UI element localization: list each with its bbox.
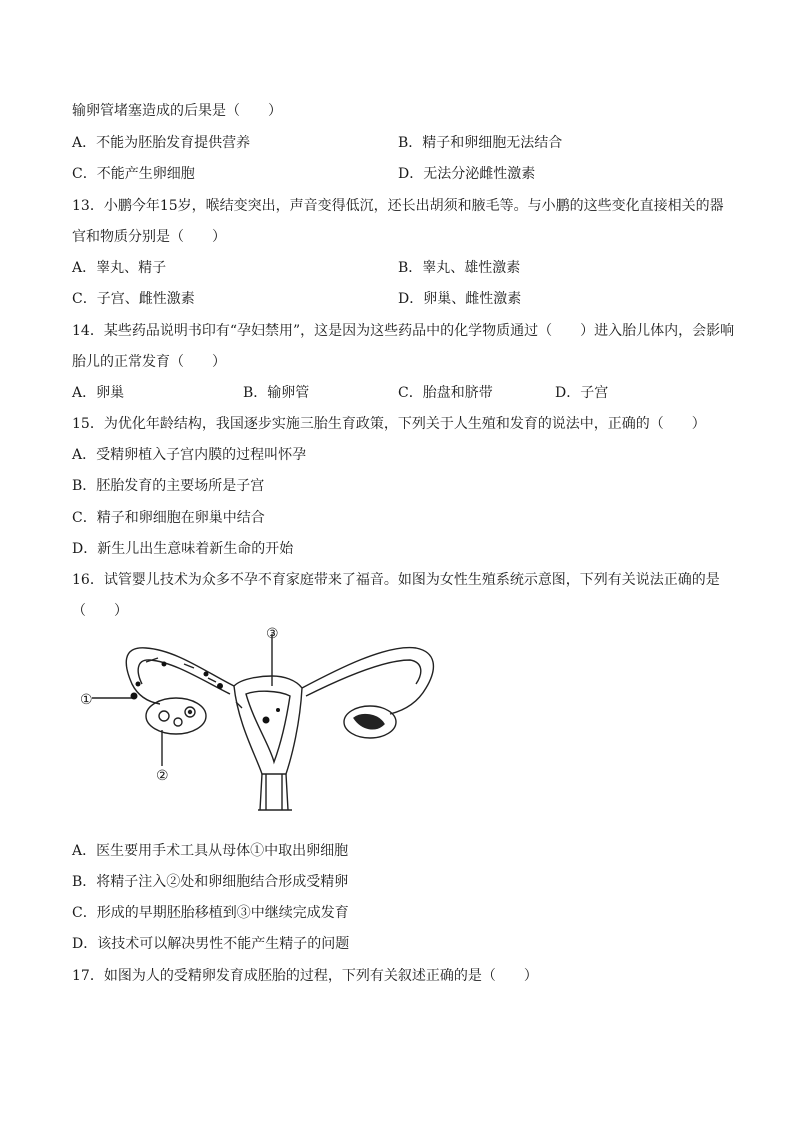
q16-option-a: A．医生要用手术工具从母体①中取出卵细胞 (72, 843, 349, 859)
q13-stem-line2: 官和物质分别是（ ） (72, 229, 226, 245)
q13-option-b: B．睾丸、雄性激素 (398, 260, 521, 276)
q14-option-b: B．输卵管 (243, 385, 310, 401)
q15-option-c: C．精子和卵细胞在卵巢中结合 (72, 510, 265, 526)
uterus-diagram (66, 624, 446, 828)
q13-stem-line1: 13．小鹏今年15岁，喉结变突出，声音变得低沉，还长出胡须和腋毛等。与小鹏的这些变化直接相关的器 (72, 198, 724, 214)
q14-option-c: C．胎盘和脐带 (398, 385, 493, 401)
q16-option-b: B．将精子注入②处和卵细胞结合形成受精卵 (72, 874, 349, 890)
left-fallopian-tube (126, 648, 234, 704)
q17-stem: 17．如图为人的受精卵发育成胚胎的过程，下列有关叙述正确的是（ ） (72, 968, 538, 984)
q15-option-b: B．胚胎发育的主要场所是子宫 (72, 478, 265, 494)
q14-option-a: A．卵巢 (72, 385, 125, 401)
q13-option-c: C．子宫、雌性激素 (72, 291, 195, 307)
figure-label-3: ③ (266, 626, 279, 642)
female-reproductive-system-figure (66, 624, 446, 828)
q15-option-d: D．新生儿出生意味着新生命的开始 (72, 541, 294, 557)
q12-option-c: C．不能产生卵细胞 (72, 166, 195, 182)
q12-option-d: D．无法分泌雌性激素 (398, 166, 536, 182)
q14-option-d: D．子宫 (555, 385, 609, 401)
q14-stem-line1: 14．某些药品说明书印有“孕妇禁用”，这是因为这些药品中的化学物质通过（ ）进入胎儿体内，会影响 (72, 323, 735, 339)
cervix (260, 774, 288, 810)
q15-stem: 15．为优化年龄结构，我国逐步实施三胎生育政策，下列关于人生殖和发育的说法中，正确的（ ） (72, 416, 706, 432)
q16-option-c: C．形成的早期胚胎移植到③中继续完成发育 (72, 905, 349, 921)
q16-option-d: D．该技术可以解决男性不能产生精子的问题 (72, 936, 350, 952)
q12-stem: 输卵管堵塞造成的后果是（ ） (72, 103, 282, 119)
q13-option-a: A．睾丸、精子 (72, 260, 167, 276)
q14-stem-line2: 胎儿的正常发育（ ） (72, 354, 226, 370)
left-ovary (146, 698, 206, 734)
q16-stem-line2: （ ） (72, 603, 128, 619)
figure-label-1: ① (80, 692, 93, 708)
q16-stem-line1: 16．试管婴儿技术为众多不孕不育家庭带来了福音。如图为女性生殖系统示意图，下列有关说法正确的是 (72, 572, 720, 588)
q15-option-a: A．受精卵植入子宫内膜的过程叫怀孕 (72, 447, 307, 463)
figure-label-2: ② (156, 768, 169, 784)
q12-option-a: A．不能为胚胎发育提供营养 (72, 135, 251, 151)
q13-option-d: D．卵巢、雌性激素 (398, 291, 522, 307)
q12-option-b: B．精子和卵细胞无法结合 (398, 135, 563, 151)
right-fallopian-tube (302, 648, 433, 714)
